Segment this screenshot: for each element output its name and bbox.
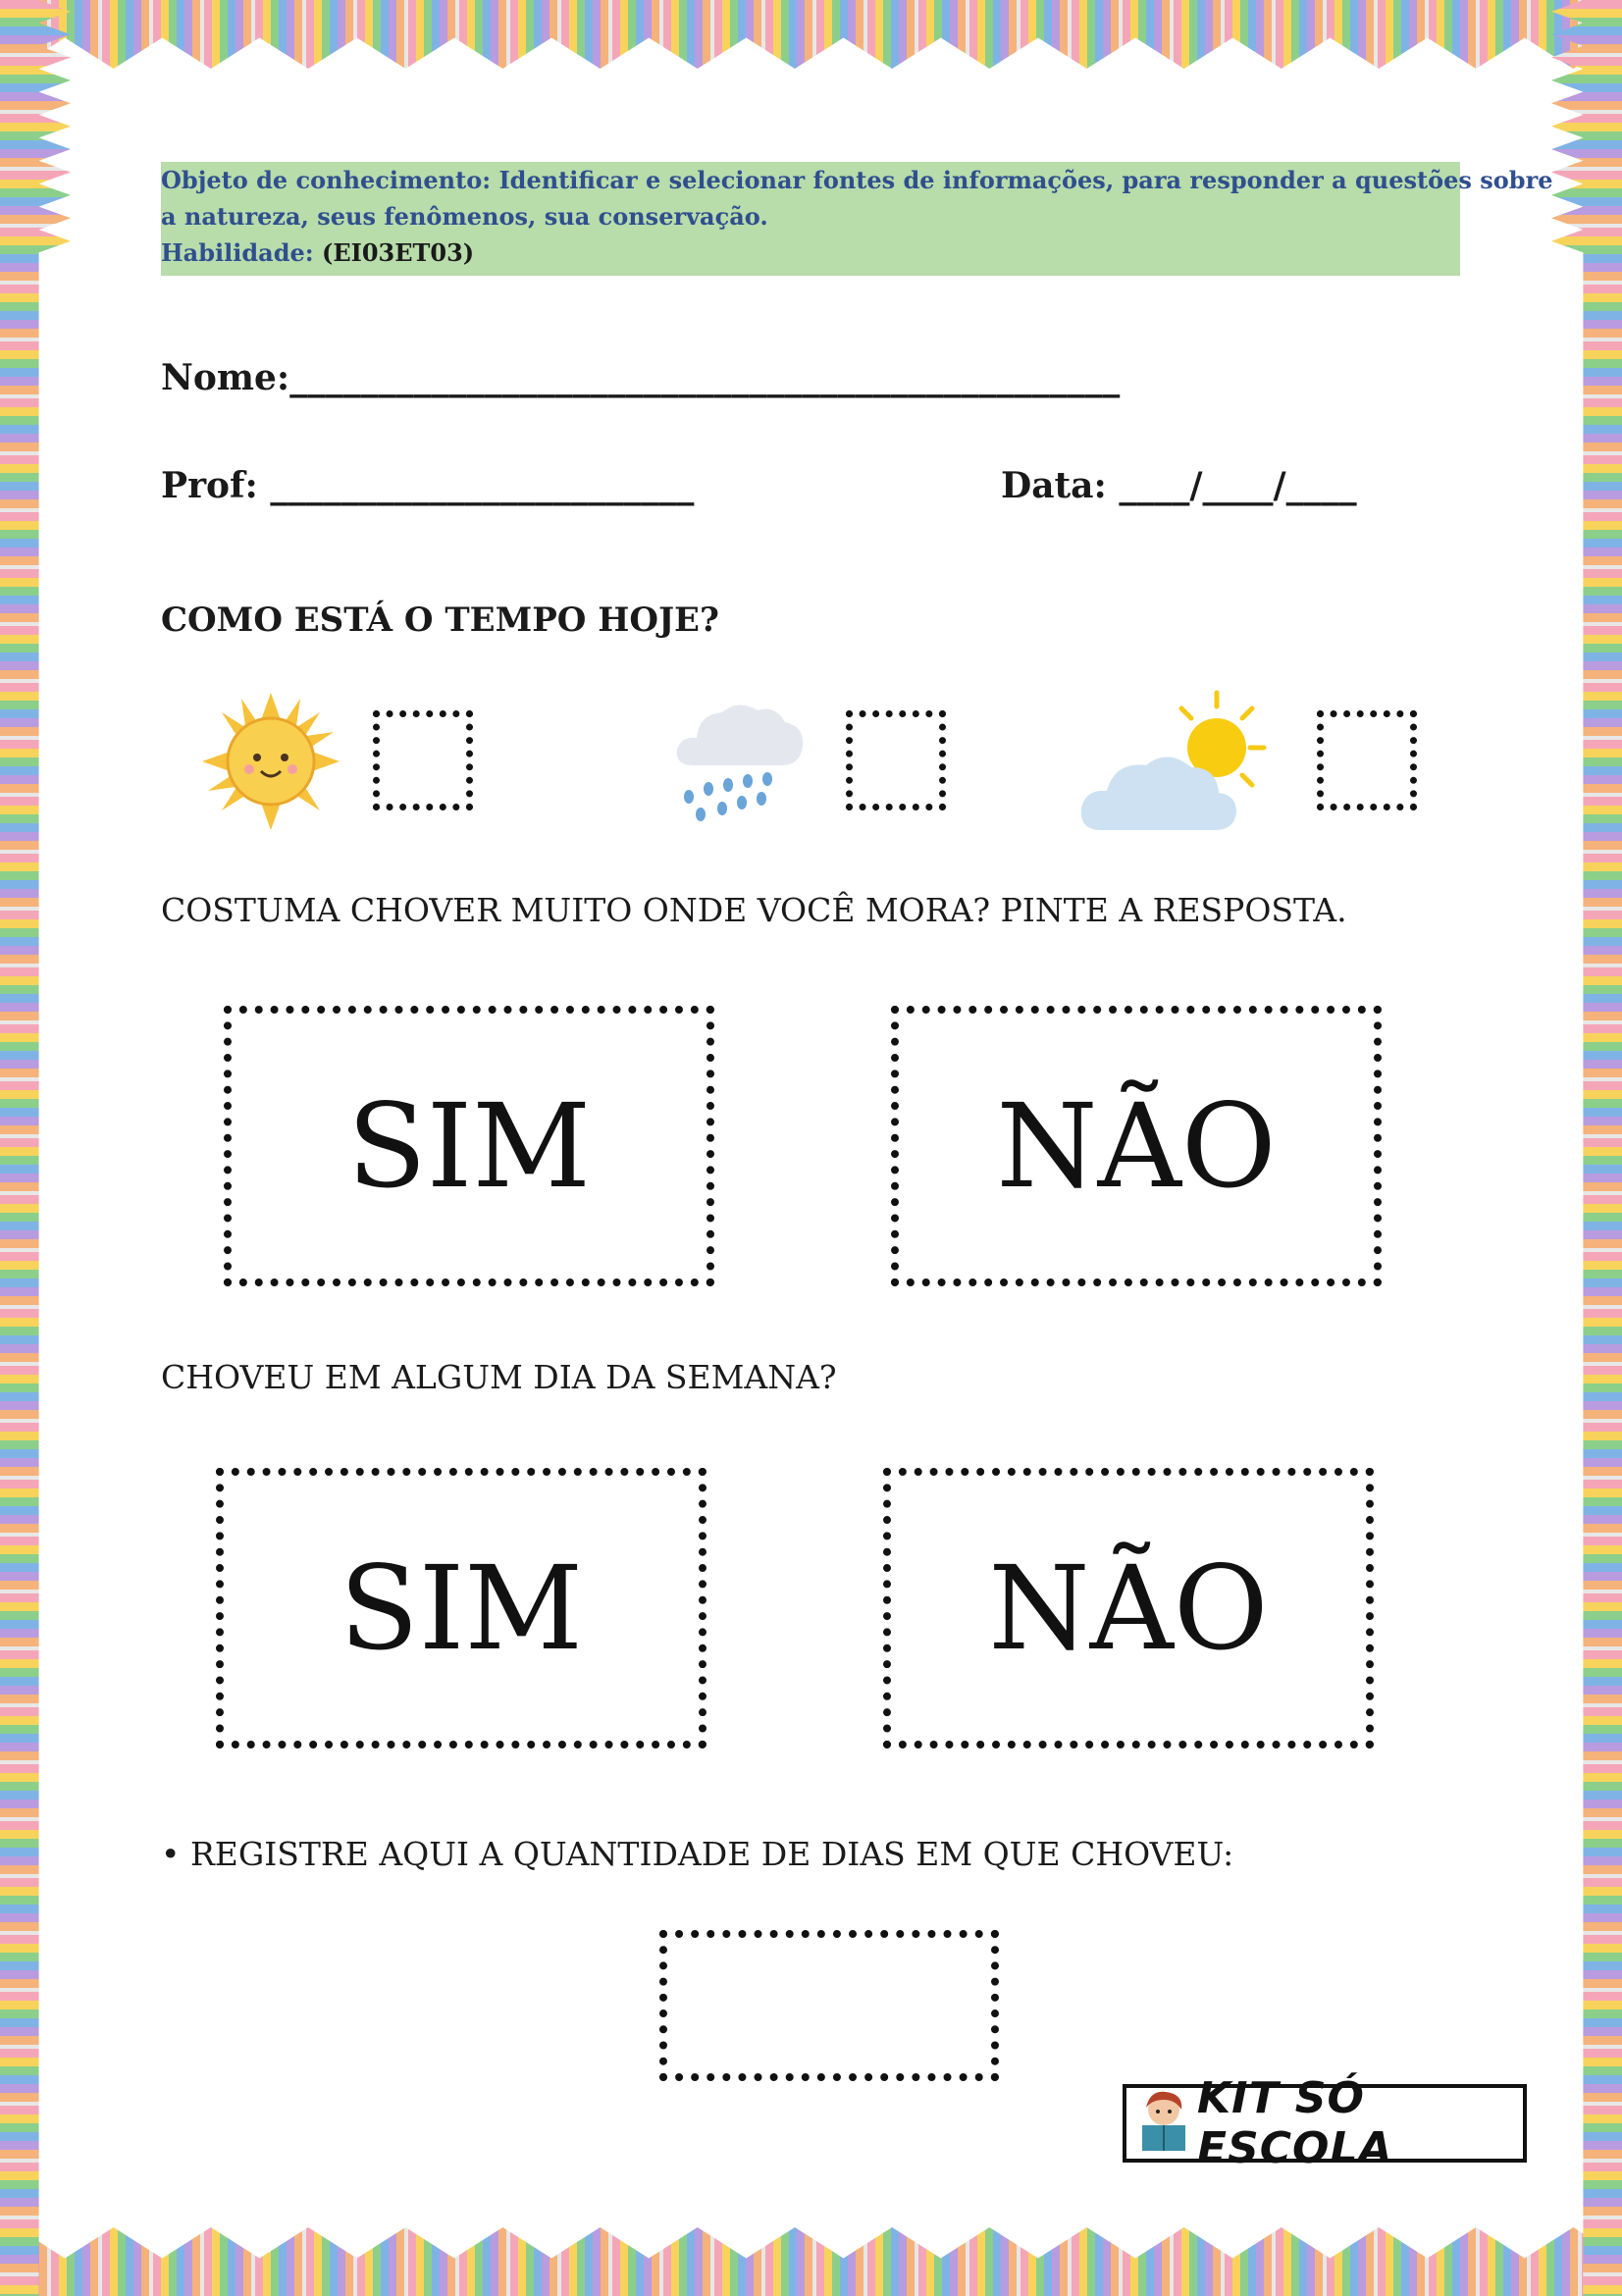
objective-header bbox=[161, 162, 1553, 276]
weather-question: COMO ESTÁ O TEMPO HOJE? bbox=[161, 600, 719, 640]
partly-cloudy-checkbox[interactable] bbox=[1317, 710, 1417, 810]
rained-this-week-question: CHOVEU EM ALGUM DIA DA SEMANA? bbox=[161, 1358, 837, 1396]
rain-cloud-icon bbox=[673, 695, 807, 832]
q2-yes-box[interactable]: SIM bbox=[216, 1468, 706, 1748]
pencil-border-bottom bbox=[0, 2227, 1622, 2296]
rainy-checkbox[interactable] bbox=[846, 710, 946, 810]
pencil-border-top bbox=[0, 0, 1622, 69]
objective-line-2: a natureza, seus fenômenos, sua conservação. bbox=[161, 202, 768, 231]
sunny-checkbox[interactable] bbox=[373, 710, 473, 810]
q1-no-box[interactable]: NÃO bbox=[891, 1006, 1382, 1286]
rain-frequency-question: COSTUMA CHOVER MUITO ONDE VOCÊ MORA? PINTE A RESPOSTA. bbox=[161, 891, 1347, 929]
q2-no-box[interactable]: NÃO bbox=[883, 1468, 1374, 1748]
teacher-field[interactable]: Prof: ________________________ bbox=[161, 465, 695, 506]
habilidade-label: Habilidade: bbox=[161, 238, 314, 267]
date-field[interactable]: Data: ____/____/____ bbox=[1001, 465, 1357, 506]
pencil-border-left bbox=[0, 0, 71, 2296]
rain-days-count-box[interactable] bbox=[659, 1930, 999, 2081]
pencil-border-right bbox=[1551, 0, 1622, 2296]
student-reading-icon bbox=[1136, 2090, 1191, 2157]
objective-line-1: Objeto de conhecimento: Identificar e selecionar fontes de informações, para responder a questões sobre bbox=[161, 166, 1553, 194]
partly-cloudy-icon bbox=[1079, 687, 1276, 838]
habilidade-code: (EI03ET03) bbox=[321, 238, 475, 267]
rain-days-count-question: • REGISTRE AQUI A QUANTIDADE DE DIAS EM QUE CHOVEU: bbox=[161, 1835, 1234, 1873]
q1-yes-box[interactable]: SIM bbox=[224, 1006, 714, 1286]
habilidade-line bbox=[161, 235, 1460, 271]
logo-text: KIT SÓ ESCOLA bbox=[1197, 2073, 1393, 2173]
name-field[interactable]: Nome:_______________________________________________ bbox=[161, 357, 1121, 398]
kit-so-escola-logo bbox=[1123, 2073, 1527, 2173]
sun-icon bbox=[202, 693, 340, 834]
